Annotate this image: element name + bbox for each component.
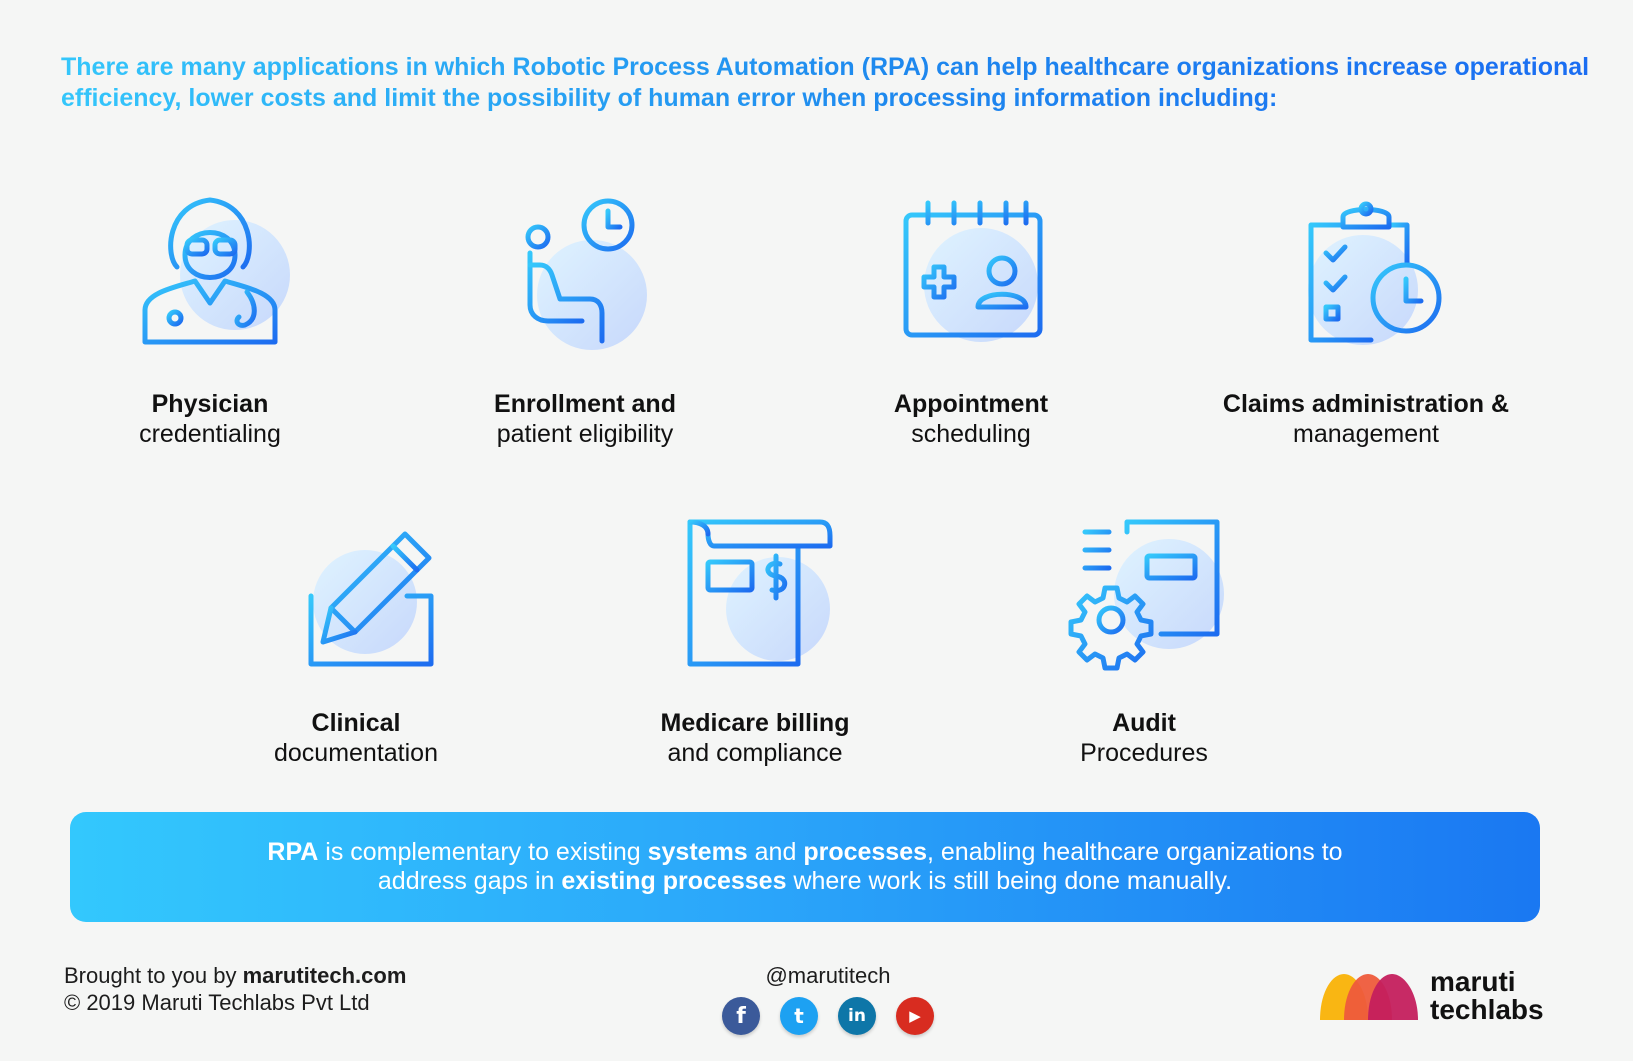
facebook-icon[interactable] xyxy=(722,997,760,1035)
item-title: Medicare billing xyxy=(660,709,850,737)
youtube-icon[interactable] xyxy=(896,997,934,1035)
youtube-glyph: ▶ xyxy=(909,1007,921,1025)
item-title: Claims administration & xyxy=(1222,390,1510,418)
clipboard-clock-icon xyxy=(1291,195,1441,355)
item-subtitle: documentation xyxy=(273,739,438,767)
item-clinical xyxy=(186,514,526,768)
gear-document-icon xyxy=(1069,514,1219,674)
banner-text: is complementary to existing xyxy=(318,838,648,866)
logo-line-2: techlabs xyxy=(1430,994,1544,1025)
item-claims xyxy=(1196,195,1536,449)
social-block xyxy=(718,962,938,1035)
physician-icon xyxy=(135,195,285,355)
banner-bold-systems: systems xyxy=(647,838,748,866)
pencil-document-icon xyxy=(281,514,431,674)
banner-line-1 xyxy=(70,838,1540,867)
banner-text: address gaps in xyxy=(377,867,562,895)
site-link[interactable]: marutitech.com xyxy=(242,963,407,988)
item-title: Physician xyxy=(151,390,269,418)
footer-credit xyxy=(64,962,406,1016)
item-enrollment xyxy=(415,195,755,449)
item-medicare xyxy=(585,514,925,768)
banner-text: and xyxy=(747,838,804,866)
twitter-icon[interactable] xyxy=(780,997,818,1035)
item-subtitle: management xyxy=(1293,420,1439,448)
linkedin-glyph: in xyxy=(848,1006,866,1026)
item-audit xyxy=(974,514,1314,768)
item-subtitle: credentialing xyxy=(139,420,281,448)
banner-bold-existing-processes: existing processes xyxy=(561,867,787,895)
maruti-techlabs-logo xyxy=(1318,968,1578,1030)
twitter-glyph: t xyxy=(794,1004,804,1028)
logo-line-1: maruti xyxy=(1430,966,1516,997)
calendar-icon xyxy=(896,195,1046,355)
copyright: © 2019 Maruti Techlabs Pvt Ltd xyxy=(64,990,370,1015)
banner-line-2 xyxy=(70,867,1540,896)
social-handle: @marutitech xyxy=(765,963,891,988)
item-appointment xyxy=(801,195,1141,449)
rpa-banner xyxy=(70,812,1540,922)
facebook-glyph: f xyxy=(736,1003,746,1029)
intro-text: There are many applications in which Robotic Process Automation (RPA) can help healthcare organizations increase operational efficiency, lower costs and limit the possibility of human error when processing information including: xyxy=(61,53,1590,112)
item-title: Appointment xyxy=(893,390,1049,418)
item-subtitle: scheduling xyxy=(911,420,1031,448)
banner-text: where work is still being done manually. xyxy=(786,867,1233,895)
brought-line xyxy=(64,962,406,989)
logo-mark-icon xyxy=(1318,972,1422,1022)
linkedin-icon[interactable] xyxy=(838,997,876,1035)
banner-text: , enabling healthcare organizations to xyxy=(927,838,1343,866)
item-physician xyxy=(40,195,380,449)
item-subtitle: patient eligibility xyxy=(496,420,674,448)
patient-clock-icon xyxy=(510,195,660,355)
item-title: Enrollment and xyxy=(494,390,676,418)
brought-prefix: Brought to you by xyxy=(64,963,243,988)
item-title: Clinical xyxy=(311,709,401,737)
social-icons xyxy=(718,997,938,1035)
item-subtitle: Procedures xyxy=(1080,739,1208,767)
item-subtitle: and compliance xyxy=(667,739,843,767)
billing-document-icon xyxy=(680,514,830,674)
logo-wordmark xyxy=(1430,968,1544,1024)
item-title: Audit xyxy=(1112,709,1176,737)
banner-bold-rpa: RPA xyxy=(267,838,319,866)
banner-bold-processes: processes xyxy=(803,838,928,866)
